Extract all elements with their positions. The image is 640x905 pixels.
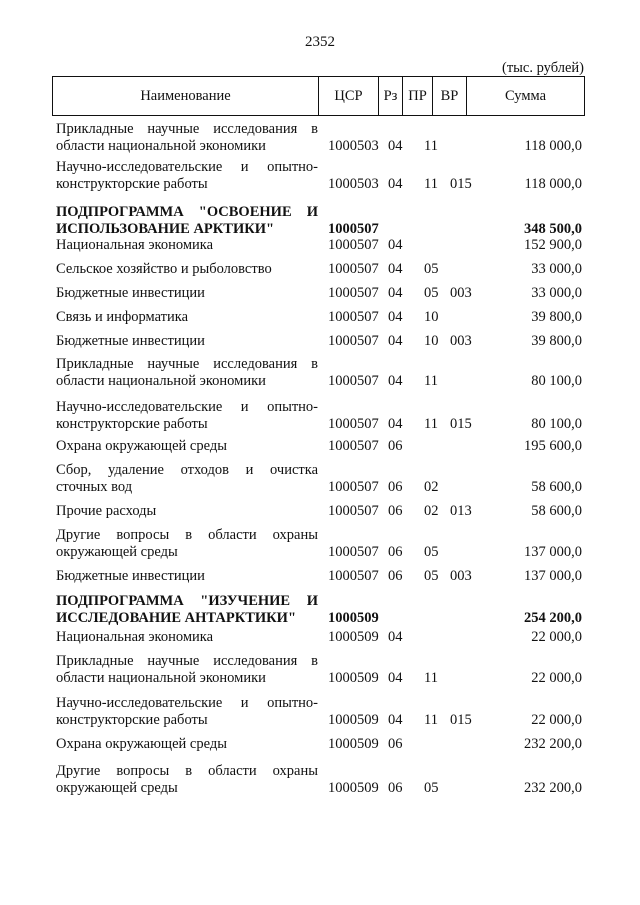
cell-sum: 137 000,0: [524, 544, 582, 560]
cell-sum: 80 100,0: [531, 416, 582, 432]
table-row: [52, 695, 585, 729]
cell-name: Бюджетные инвестиции: [56, 568, 205, 584]
cell-sum: 232 200,0: [524, 780, 582, 796]
cell-pr: 11: [424, 670, 438, 686]
cell-csr: 1000507: [328, 416, 379, 432]
cell-name: Национальная экономика: [56, 629, 214, 645]
cell-name: ПОДПРОГРАММА "ИЗУЧЕНИЕ И ИССЛЕДОВАНИЕ АНТАРКТИКИ": [56, 593, 318, 626]
cell-name: Связь и информатика: [56, 309, 189, 325]
cell-csr: 1000507: [328, 503, 379, 519]
cell-sum: 22 000,0: [531, 670, 582, 686]
column-header-csr: ЦСР: [318, 77, 378, 115]
cell-rz: 06: [388, 479, 403, 495]
subprogram-row: [52, 593, 585, 627]
cell-vr: 015: [450, 416, 472, 432]
table-row: [52, 736, 585, 753]
cell-pr: 02: [424, 479, 439, 495]
cell-rz: 04: [388, 333, 403, 349]
cell-rz: 04: [388, 309, 403, 325]
cell-csr: 1000507: [328, 373, 379, 389]
cell-rz: 04: [388, 237, 403, 253]
cell-name: Бюджетные инвестиции: [56, 333, 205, 349]
cell-pr: 10: [424, 309, 439, 325]
cell-vr: 015: [450, 176, 472, 192]
table-row: [52, 503, 585, 520]
cell-rz: 04: [388, 138, 403, 154]
cell-pr: 11: [424, 416, 438, 432]
cell-rz: 06: [388, 503, 403, 519]
cell-csr: 1000509: [328, 780, 379, 796]
cell-rz: 06: [388, 438, 403, 454]
table-row: [52, 237, 585, 254]
cell-csr: 1000507: [328, 568, 379, 584]
column-header-name: Наименование: [52, 77, 318, 115]
cell-rz: 04: [388, 285, 403, 301]
cell-name: Прикладные научные исследования в области национальной экономики: [56, 653, 318, 686]
cell-sum: 22 000,0: [531, 629, 582, 645]
cell-rz: 06: [388, 568, 403, 584]
cell-name: Прочие расходы: [56, 503, 157, 519]
column-header-rz: Рз: [378, 77, 402, 115]
cell-sum: 33 000,0: [531, 261, 582, 277]
table-row: [52, 438, 585, 455]
cell-name: Охрана окружающей среды: [56, 736, 227, 752]
cell-pr: 05: [424, 285, 439, 301]
cell-pr: 11: [424, 138, 438, 154]
cell-rz: 04: [388, 629, 403, 645]
cell-sum: 137 000,0: [524, 568, 582, 584]
column-header-sum: Сумма: [466, 77, 585, 115]
cell-csr: 1000503: [328, 138, 379, 154]
cell-name: Другие вопросы в области охраны окружающей среды: [56, 527, 318, 560]
table-row: [52, 333, 585, 350]
cell-csr: 1000509: [328, 610, 379, 626]
cell-name: ПОДПРОГРАММА "ОСВОЕНИЕ И ИСПОЛЬЗОВАНИЕ АРКТИКИ": [56, 204, 318, 237]
cell-pr: 11: [424, 373, 438, 389]
cell-pr: 10: [424, 333, 439, 349]
cell-sum: 118 000,0: [524, 138, 582, 154]
cell-name: Сбор, удаление отходов и очистка сточных вод: [56, 462, 318, 495]
table-header: [52, 76, 585, 116]
cell-csr: 1000509: [328, 629, 379, 645]
table-row: [52, 653, 585, 687]
cell-name: Другие вопросы в области охраны окружающей среды: [56, 763, 318, 796]
cell-csr: 1000503: [328, 176, 379, 192]
cell-name: Прикладные научные исследования в области национальной экономики: [56, 356, 318, 389]
cell-csr: 1000507: [328, 221, 379, 237]
cell-sum: 152 900,0: [524, 237, 582, 253]
table-row: [52, 527, 585, 561]
table-row: [52, 285, 585, 302]
table-row: [52, 159, 585, 193]
cell-rz: 04: [388, 373, 403, 389]
cell-csr: 1000507: [328, 237, 379, 253]
cell-vr: 003: [450, 568, 472, 584]
cell-csr: 1000509: [328, 670, 379, 686]
cell-pr: 02: [424, 503, 439, 519]
cell-sum: 348 500,0: [524, 221, 582, 237]
cell-csr: 1000507: [328, 333, 379, 349]
table-row: [52, 763, 585, 797]
cell-pr: 05: [424, 568, 439, 584]
table-row: [52, 356, 585, 390]
cell-sum: 118 000,0: [524, 176, 582, 192]
cell-sum: 22 000,0: [531, 712, 582, 728]
cell-rz: 04: [388, 176, 403, 192]
table-row: [52, 462, 585, 496]
cell-csr: 1000507: [328, 438, 379, 454]
cell-csr: 1000507: [328, 285, 379, 301]
cell-csr: 1000507: [328, 479, 379, 495]
column-header-pr: ПР: [402, 77, 432, 115]
cell-rz: 06: [388, 780, 403, 796]
cell-name: Прикладные научные исследования в области национальной экономики: [56, 121, 318, 154]
cell-vr: 003: [450, 333, 472, 349]
unit-note: (тыс. рублей): [502, 60, 584, 76]
cell-csr: 1000509: [328, 736, 379, 752]
cell-name: Научно-исследовательские и опытно-конструкторские работы: [56, 159, 318, 192]
cell-sum: 58 600,0: [531, 503, 582, 519]
table-row: [52, 568, 585, 585]
cell-sum: 80 100,0: [531, 373, 582, 389]
cell-name: Бюджетные инвестиции: [56, 285, 205, 301]
cell-rz: 04: [388, 670, 403, 686]
cell-sum: 195 600,0: [524, 438, 582, 454]
cell-name: Национальная экономика: [56, 237, 214, 253]
table-row: [52, 309, 585, 326]
cell-sum: 39 800,0: [531, 333, 582, 349]
table-row: [52, 261, 585, 278]
cell-pr: 11: [424, 176, 438, 192]
cell-vr: 013: [450, 503, 472, 519]
cell-sum: 33 000,0: [531, 285, 582, 301]
cell-pr: 05: [424, 780, 439, 796]
cell-csr: 1000509: [328, 712, 379, 728]
cell-name: Сельское хозяйство и рыболовство: [56, 261, 272, 277]
page-number: 2352: [305, 34, 335, 50]
cell-rz: 06: [388, 544, 403, 560]
cell-sum: 254 200,0: [524, 610, 582, 626]
cell-rz: 04: [388, 261, 403, 277]
cell-name: Научно-исследовательские и опытно-конструкторские работы: [56, 695, 318, 728]
cell-name: Охрана окружающей среды: [56, 438, 227, 454]
cell-csr: 1000507: [328, 309, 379, 325]
table-row: [52, 629, 585, 646]
cell-vr: 003: [450, 285, 472, 301]
subprogram-row: [52, 204, 585, 238]
cell-csr: 1000507: [328, 261, 379, 277]
cell-sum: 58 600,0: [531, 479, 582, 495]
cell-pr: 05: [424, 261, 439, 277]
cell-name: Научно-исследовательские и опытно-конструкторские работы: [56, 399, 318, 432]
cell-sum: 232 200,0: [524, 736, 582, 752]
cell-rz: 06: [388, 736, 403, 752]
cell-vr: 015: [450, 712, 472, 728]
cell-csr: 1000507: [328, 544, 379, 560]
cell-rz: 04: [388, 712, 403, 728]
cell-sum: 39 800,0: [531, 309, 582, 325]
table-row: [52, 399, 585, 433]
cell-rz: 04: [388, 416, 403, 432]
column-header-vr: ВР: [432, 77, 466, 115]
table-row: [52, 121, 585, 155]
cell-pr: 05: [424, 544, 439, 560]
cell-pr: 11: [424, 712, 438, 728]
